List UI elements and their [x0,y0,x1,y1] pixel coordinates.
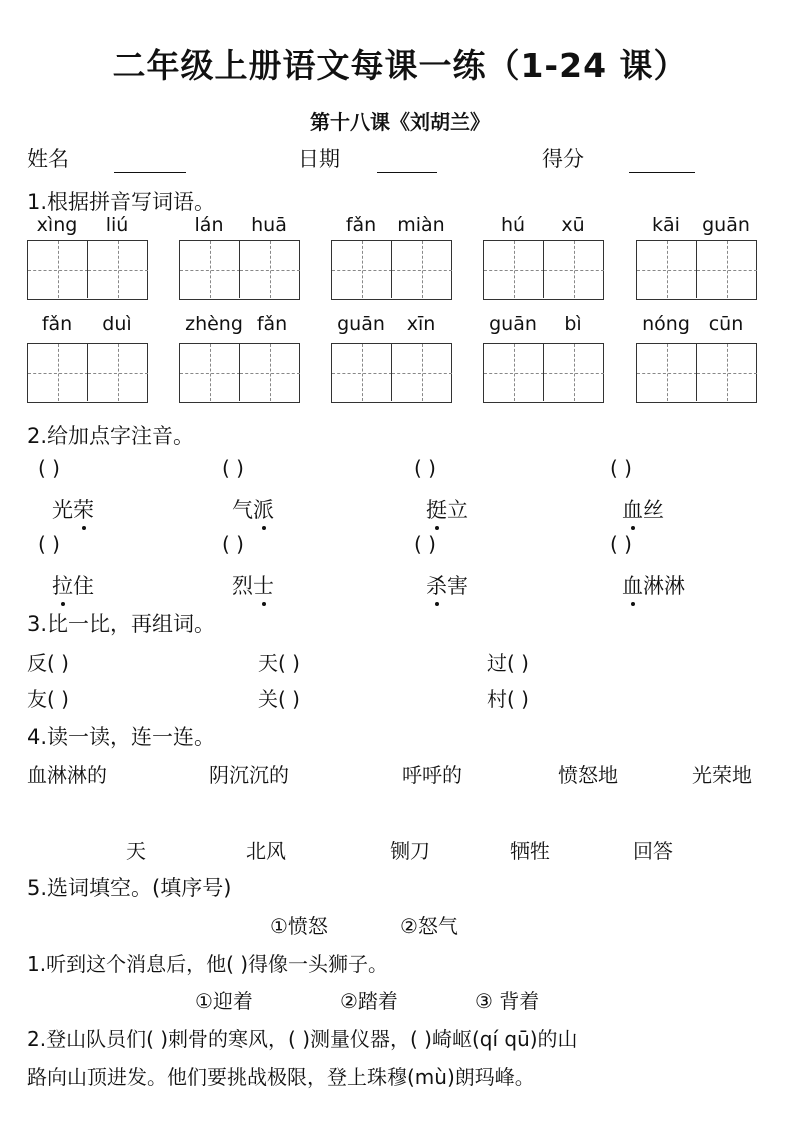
match-left[interactable]: 光荣地 [692,763,752,787]
match-left[interactable]: 阴沉沉的 [209,763,289,787]
answer-paren[interactable]: ( ) [610,532,632,556]
match-left[interactable]: 呼呼的 [402,763,462,787]
compare-item[interactable]: 关( ) [258,687,300,711]
name-field [27,143,186,173]
dotted-word: 拉住 [52,570,94,600]
answer-paren[interactable]: ( ) [38,456,60,480]
writing-grid[interactable] [27,343,148,403]
match-right[interactable]: 铡刀 [390,839,430,863]
score-blank[interactable] [629,150,695,173]
pinyin: huā [251,214,287,236]
pinyin: xū [561,214,585,236]
writing-grid[interactable] [179,343,300,403]
option: ②踏着 [340,989,398,1013]
option: ②怒气 [400,914,458,938]
pinyin: guān [337,313,385,335]
writing-grid[interactable] [483,343,604,403]
pinyin: xìng [36,214,78,236]
date-label: 日期 [298,147,340,171]
pinyin: fǎn [345,214,377,236]
pinyin: guān [489,313,537,335]
match-left[interactable]: 血淋淋的 [27,763,107,787]
dotted-word: 血丝 [622,494,664,524]
q4-heading: 4.读一读，连一连。 [27,725,216,749]
answer-paren[interactable]: ( ) [414,456,436,480]
dotted-word: 气派 [232,494,274,524]
pinyin: bì [564,313,582,335]
pinyin: kāi [652,214,680,236]
answer-paren[interactable]: ( ) [610,456,632,480]
pinyin: guān [702,214,750,236]
match-right[interactable]: 天 [126,839,146,863]
compare-item[interactable]: 村( ) [487,687,529,711]
score-field [542,143,695,173]
compare-item[interactable]: 过( ) [487,651,529,675]
pinyin: fǎn [256,313,288,335]
writing-grid[interactable] [179,240,300,300]
writing-grid[interactable] [636,343,757,403]
option: ③ 背着 [475,989,540,1013]
writing-grid[interactable] [27,240,148,300]
pinyin: miàn [397,214,445,236]
dotted-word: 烈士 [232,570,274,600]
date-field [298,143,437,173]
pinyin: xīn [406,313,436,335]
name-blank[interactable] [114,150,186,173]
fill-sentence[interactable]: 路向山顶进发。他们要挑战极限，登上珠穆(mù)朗玛峰。 [27,1065,535,1089]
writing-grid[interactable] [331,343,452,403]
pinyin: duì [102,313,132,335]
option: ①愤怒 [270,914,328,938]
answer-paren[interactable]: ( ) [414,532,436,556]
pinyin: liú [105,214,129,236]
fill-sentence[interactable]: 2.登山队员们( )刺骨的寒风，( )测量仪器，( )崎岖(qí qū)的山 [27,1027,578,1051]
dotted-word: 光荣 [52,494,94,524]
pinyin: lán [194,214,224,236]
compare-item[interactable]: 反( ) [27,651,69,675]
writing-grid[interactable] [636,240,757,300]
date-blank[interactable] [377,150,437,173]
dotted-word: 杀害 [426,570,468,600]
option: ①迎着 [195,989,253,1013]
score-label: 得分 [542,147,584,171]
match-left[interactable]: 愤怒地 [558,763,618,787]
pinyin: cūn [708,313,744,335]
fill-sentence[interactable]: 1.听到这个消息后，他( )得像一头狮子。 [27,952,389,976]
lesson-title: 第十八课《刘胡兰》 [310,110,490,134]
pinyin: hú [500,214,526,236]
match-right[interactable]: 牺牲 [510,839,550,863]
dotted-word: 血淋淋 [622,570,685,600]
name-label: 姓名 [27,147,69,171]
dotted-word: 挺立 [426,494,468,524]
q5-heading: 5.选词填空。(填序号) [27,876,232,900]
q1-heading: 1.根据拼音写词语。 [27,190,216,214]
compare-item[interactable]: 友( ) [27,687,69,711]
compare-item[interactable]: 天( ) [258,651,300,675]
page-title: 二年级上册语文每课一练（1-24 课） [112,46,688,85]
match-right[interactable]: 回答 [633,839,673,863]
pinyin: nóng [642,313,690,335]
writing-grid[interactable] [331,240,452,300]
pinyin: zhèng [185,313,243,335]
q3-heading: 3.比一比，再组词。 [27,612,216,636]
pinyin: fǎn [41,313,73,335]
writing-grid[interactable] [483,240,604,300]
answer-paren[interactable]: ( ) [222,532,244,556]
q2-heading: 2.给加点字注音。 [27,424,195,448]
match-right[interactable]: 北风 [246,839,286,863]
answer-paren[interactable]: ( ) [222,456,244,480]
answer-paren[interactable]: ( ) [38,532,60,556]
